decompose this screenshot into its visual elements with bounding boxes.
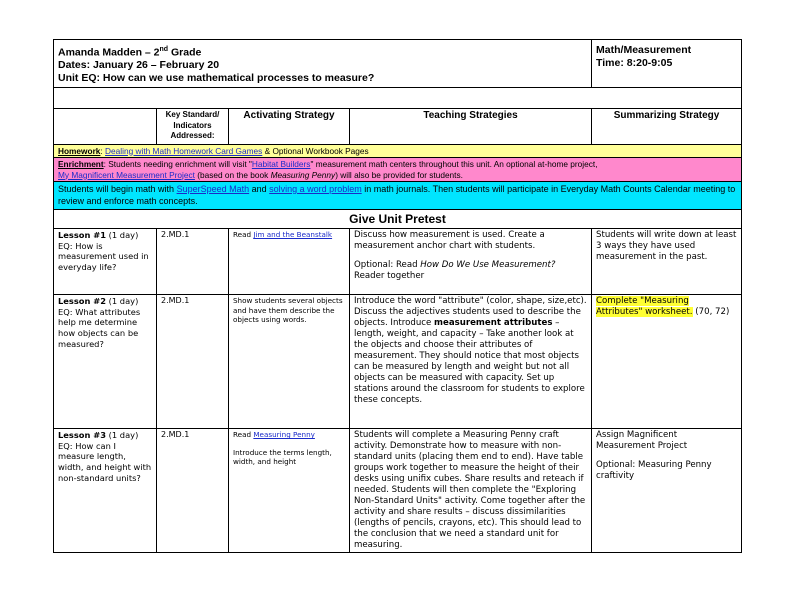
book-title: Measuring Penny xyxy=(270,169,336,180)
lesson-info: Lesson #3 (1 day) EQ: How can I measure length, width, and height with non-standard units? xyxy=(54,429,157,553)
summarizing-strategy-header: Summarizing Strategy xyxy=(592,109,742,145)
measuring-penny-link[interactable]: Measuring Penny xyxy=(253,430,315,439)
lesson-row-1 xyxy=(54,229,742,295)
activating-strategy-header: Activating Strategy xyxy=(229,109,350,145)
lesson-row-2 xyxy=(54,295,742,429)
homework-label: Homework xyxy=(58,145,101,156)
warmup-row: Students will begin math with SuperSpeed Math and solving a word problem in math journals. Then students will participate in Everyday Math Counts Calendar meeting to review and enforce math concepts. xyxy=(54,182,742,210)
lesson-eq: EQ: How is measurement used in everyday life? xyxy=(58,240,149,273)
spacer-row xyxy=(54,88,742,109)
teaching-strategies-header: Teaching Strategies xyxy=(350,109,592,145)
lesson-row-3 xyxy=(54,429,742,553)
column-header-row xyxy=(54,109,742,145)
habitat-builders-link[interactable]: Habitat Builders xyxy=(251,159,311,169)
pretest-title: Give Unit Pretest xyxy=(54,210,742,229)
summarizing-cell: Students will write down at least 3 ways they have used measurement in the past. xyxy=(592,229,742,295)
lesson-plan-document xyxy=(53,39,741,553)
lesson-standard: 2.MD.1 xyxy=(157,295,229,429)
class-time: Time: 8:20-9:05 xyxy=(596,56,673,69)
homework-row: Homework: Dealing with Math Homework Card Games & Optional Workbook Pages xyxy=(54,144,742,158)
teaching-cell: Discuss how measurement is used. Create a measurement anchor chart with students. Optional: Read How Do We Use Measurement? Reader together xyxy=(350,229,592,295)
enrichment-row: Enrichment: Students needing enrichment will visit "Habitat Builders" measurement math centers throughout this unit. An optional at-home project, My Magnificent Measurement Project (based on the book Measuring Penny) will also be provided for students. xyxy=(54,158,742,182)
teaching-cell: Students will complete a Measuring Penny craft activity. Demonstrate how to measure with non-standard units (placing them end to end). Have table groups work together to measure the height of their desks using unifix cubes. Share results and reteach if needed. Students will then complete the "Exploring Non-Standard Units" activity. Come together after the activity and share results – discuss dissimilarities (lengths of pencils, crayons, etc). This should lead to the conclusion that we need a standard unit for measuring. xyxy=(350,429,592,553)
subject: Math/Measurement xyxy=(596,44,692,56)
pretest-row xyxy=(54,210,742,229)
activating-cell: Read Measuring Penny Introduce the terms length, width, and height xyxy=(229,429,350,553)
header-right xyxy=(592,40,742,88)
lesson-info: Lesson #2 (1 day) EQ: What attributes help me determine how objects can be measured? xyxy=(54,295,157,429)
lesson-plan-table xyxy=(53,39,742,553)
lesson-eq: EQ: How can I measure length, width, and height with non-standard units? xyxy=(58,440,152,483)
enrichment-label: Enrichment xyxy=(58,159,104,169)
activating-cell: Show students several objects and have them describe the objects using words. xyxy=(229,295,350,429)
key-standard-header: Key Standard/ Indicators Addressed: xyxy=(157,109,229,145)
unit-dates: Dates: January 26 – February 20 xyxy=(58,59,220,71)
teaching-cell: Introduce the word "attribute" (color, shape, size,etc). Discuss the adjectives students used to describe the objects. Introduce measurement attributes – length, weight, and capacity – Take another look at the objects and choose their attributes of measurement. They should notice that most objects can be measured by length and weight but not all objects can be measured with capacity. Set up stations around the classroom for students to explore these concepts. xyxy=(350,295,592,429)
superspeed-math-link[interactable]: SuperSpeed Math xyxy=(176,184,250,194)
summarizing-cell: Complete "Measuring Attributes" worksheet. (70, 72) xyxy=(592,295,742,429)
blank-header xyxy=(54,109,157,145)
word-problem-link[interactable]: solving a word problem xyxy=(269,184,362,194)
lesson-standard: 2.MD.1 xyxy=(157,229,229,295)
unit-eq: Unit EQ: How can we use mathematical processes to measure? xyxy=(58,71,375,84)
summarizing-cell: Assign Magnificent Measurement Project Optional: Measuring Penny craftivity xyxy=(592,429,742,553)
lesson-standard: 2.MD.1 xyxy=(157,429,229,553)
lesson-info: Lesson #1 (1 day) EQ: How is measurement used in everyday life? xyxy=(54,229,157,295)
header-row xyxy=(54,40,742,88)
activating-cell: Read Jim and the Beanstalk xyxy=(229,229,350,295)
teacher-grade: Amanda Madden – 2nd Grade xyxy=(58,46,202,59)
measurement-project-link[interactable]: My Magnificent Measurement Project xyxy=(58,169,195,180)
worksheet-highlight: Complete "Measuring Attributes" worksheet. xyxy=(596,296,693,317)
homework-link[interactable]: Dealing with Math Homework Card Games xyxy=(105,145,263,156)
jim-beanstalk-link[interactable]: Jim and the Beanstalk xyxy=(253,230,333,239)
header-left xyxy=(54,40,592,88)
lesson-eq: EQ: What attributes help me determine how objects can be measured? xyxy=(58,306,141,349)
